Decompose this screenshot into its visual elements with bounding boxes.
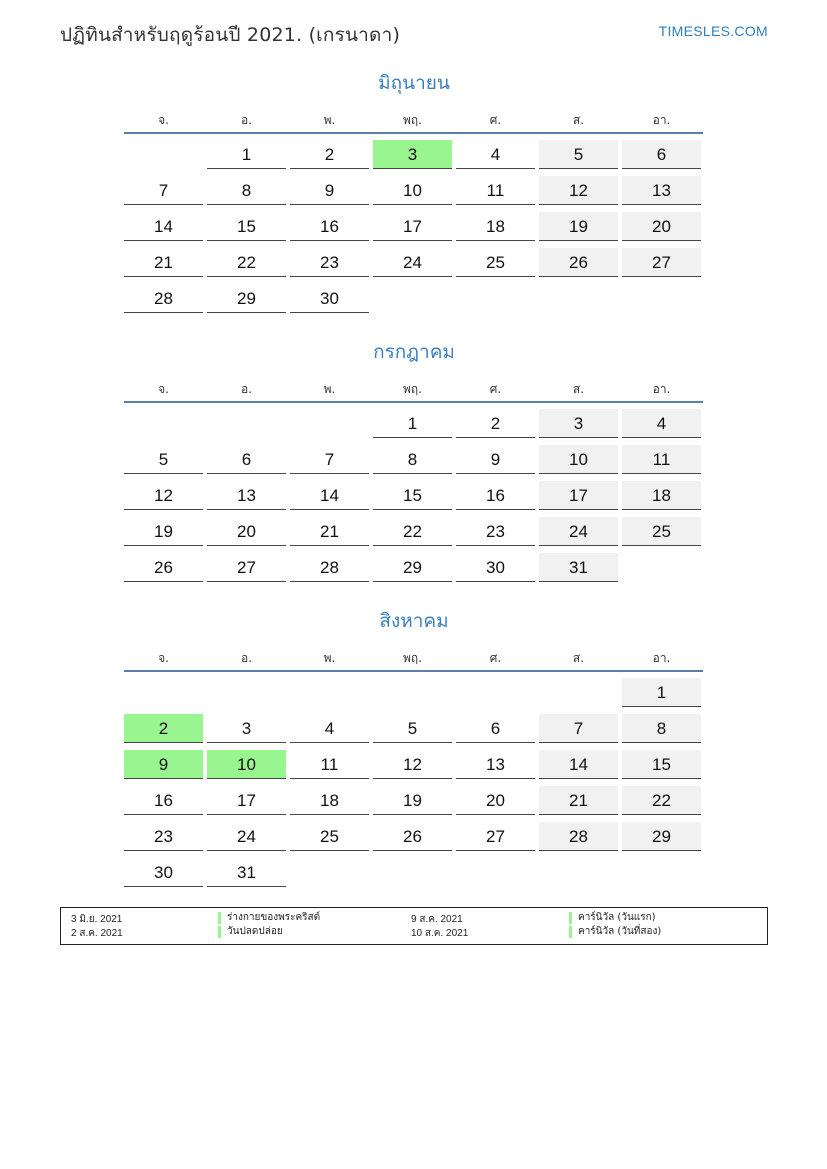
day-cell: 19 [124, 517, 203, 546]
week-row [124, 553, 704, 583]
empty-cell [456, 284, 535, 313]
day-cell: 12 [373, 750, 452, 779]
day-cell: 10 [373, 176, 452, 205]
empty-cell [124, 140, 203, 169]
brand-logo[interactable]: TIMESLES.COM [658, 23, 768, 39]
week-row [124, 409, 704, 439]
day-cell: 16 [124, 786, 203, 815]
day-cell: 4 [456, 140, 535, 169]
day-cell: 8 [622, 714, 701, 743]
day-cell: 9 [290, 176, 369, 205]
page-title: ปฏิทินสำหรับฤดูร้อนปี 2021. (เกรนาดา) [60, 24, 401, 46]
weekday-label: อา. [652, 650, 671, 665]
day-cell: 17 [207, 786, 286, 815]
empty-cell [622, 553, 701, 582]
weekday-label: ศ. [489, 381, 502, 396]
empty-cell [207, 678, 286, 707]
empty-cell [290, 858, 369, 887]
week-row [124, 750, 704, 780]
day-cell: 10 [539, 445, 618, 474]
day-cell: 6 [456, 714, 535, 743]
day-cell: 31 [207, 858, 286, 887]
week-row [124, 248, 704, 278]
day-cell: 1 [207, 140, 286, 169]
day-cell: 21 [539, 786, 618, 815]
day-cell: 22 [207, 248, 286, 277]
legend-row [61, 926, 767, 940]
day-cell: 1 [373, 409, 452, 438]
day-cell: 23 [290, 248, 369, 277]
day-cell: 8 [207, 176, 286, 205]
empty-cell [456, 858, 535, 887]
empty-cell [622, 858, 701, 887]
day-cell: 6 [622, 140, 701, 169]
month-title: มิถุนายน [378, 72, 450, 94]
day-cell: 18 [456, 212, 535, 241]
day-cell: 30 [290, 284, 369, 313]
empty-cell [124, 678, 203, 707]
weekday-label: พฤ. [403, 112, 422, 127]
week-row [124, 786, 704, 816]
day-cell: 23 [124, 822, 203, 851]
header-rule [124, 401, 703, 403]
legend-date: 10 ส.ค. 2021 [411, 928, 469, 939]
weekday-label: พฤ. [403, 381, 422, 396]
weekday-header [124, 644, 704, 672]
day-cell: 16 [456, 481, 535, 510]
day-cell: 28 [124, 284, 203, 313]
legend-date: 2 ส.ค. 2021 [71, 928, 123, 939]
day-cell: 25 [290, 822, 369, 851]
week-row [124, 858, 704, 888]
empty-cell [373, 284, 452, 313]
day-cell: 19 [373, 786, 452, 815]
day-cell: 26 [124, 553, 203, 582]
weekday-header [124, 375, 704, 403]
weekday-header [124, 106, 704, 134]
legend-holiday-name: คาร์นิวัล (วันที่สอง) [569, 926, 661, 938]
day-cell: 26 [539, 248, 618, 277]
legend-date: 9 ส.ค. 2021 [411, 914, 463, 925]
day-cell: 21 [290, 517, 369, 546]
weekday-label: อ. [240, 381, 253, 396]
weekday-label: จ. [158, 650, 169, 665]
week-row [124, 140, 704, 170]
holiday-legend [60, 907, 768, 945]
day-cell: 18 [622, 481, 701, 510]
day-cell: 3 [539, 409, 618, 438]
day-cell: 21 [124, 248, 203, 277]
day-cell: 27 [622, 248, 701, 277]
day-cell: 4 [622, 409, 701, 438]
weekday-label: อา. [652, 112, 671, 127]
day-cell: 11 [622, 445, 701, 474]
day-cell: 3 [207, 714, 286, 743]
day-cell: 12 [539, 176, 618, 205]
day-cell: 5 [539, 140, 618, 169]
month-calendar [124, 68, 704, 314]
empty-cell [622, 284, 701, 313]
legend-date: 3 มิ.ย. 2021 [71, 914, 123, 925]
day-cell: 24 [373, 248, 452, 277]
day-cell: 27 [456, 822, 535, 851]
day-cell: 28 [539, 822, 618, 851]
day-cell: 13 [456, 750, 535, 779]
day-cell: 7 [539, 714, 618, 743]
legend-holiday-name: ร่างกายของพระคริสต์ [218, 912, 320, 924]
weekday-label: อา. [652, 381, 671, 396]
week-row [124, 284, 704, 314]
day-cell: 9 [456, 445, 535, 474]
day-cell: 24 [539, 517, 618, 546]
weekday-label: ส. [572, 381, 585, 396]
day-cell: 7 [124, 176, 203, 205]
day-cell: 13 [622, 176, 701, 205]
day-cell: 27 [207, 553, 286, 582]
weekday-label: ส. [572, 650, 585, 665]
day-cell: 26 [373, 822, 452, 851]
day-cell: 30 [456, 553, 535, 582]
empty-cell [373, 858, 452, 887]
week-row [124, 212, 704, 242]
day-cell: 23 [456, 517, 535, 546]
day-cell: 25 [622, 517, 701, 546]
day-cell: 6 [207, 445, 286, 474]
day-cell: 25 [456, 248, 535, 277]
day-cell: 16 [290, 212, 369, 241]
day-cell: 15 [373, 481, 452, 510]
day-cell: 14 [539, 750, 618, 779]
day-cell: 2 [290, 140, 369, 169]
week-row [124, 517, 704, 547]
day-cell: 24 [207, 822, 286, 851]
day-cell: 1 [622, 678, 701, 707]
empty-cell [539, 678, 618, 707]
empty-cell [290, 678, 369, 707]
week-row [124, 445, 704, 475]
empty-cell [539, 858, 618, 887]
day-cell: 30 [124, 858, 203, 887]
day-cell: 22 [622, 786, 701, 815]
day-cell: 17 [373, 212, 452, 241]
day-cell: 4 [290, 714, 369, 743]
day-cell: 2 [124, 714, 203, 743]
day-cell: 13 [207, 481, 286, 510]
day-cell: 20 [207, 517, 286, 546]
empty-cell [290, 409, 369, 438]
day-cell: 8 [373, 445, 452, 474]
weekday-label: พ. [323, 112, 336, 127]
day-cell: 11 [456, 176, 535, 205]
day-cell: 9 [124, 750, 203, 779]
day-cell: 20 [456, 786, 535, 815]
weekday-label: ศ. [489, 112, 502, 127]
weekday-label: ศ. [489, 650, 502, 665]
empty-cell [124, 409, 203, 438]
week-row [124, 714, 704, 744]
header-rule [124, 132, 703, 134]
day-cell: 5 [124, 445, 203, 474]
weekday-label: จ. [158, 112, 169, 127]
day-cell: 18 [290, 786, 369, 815]
week-row [124, 481, 704, 511]
day-cell: 3 [373, 140, 452, 169]
day-cell: 2 [456, 409, 535, 438]
empty-cell [207, 409, 286, 438]
day-cell: 11 [290, 750, 369, 779]
day-cell: 20 [622, 212, 701, 241]
empty-cell [456, 678, 535, 707]
day-cell: 15 [207, 212, 286, 241]
empty-cell [373, 678, 452, 707]
legend-holiday-name: วันปลดปล่อย [218, 926, 283, 938]
month-title: กรกฎาคม [373, 341, 455, 363]
legend-row [61, 912, 767, 926]
day-cell: 14 [290, 481, 369, 510]
day-cell: 31 [539, 553, 618, 582]
week-row [124, 822, 704, 852]
day-cell: 14 [124, 212, 203, 241]
day-cell: 10 [207, 750, 286, 779]
day-cell: 17 [539, 481, 618, 510]
weekday-label: พฤ. [403, 650, 422, 665]
weekday-label: อ. [240, 112, 253, 127]
day-cell: 19 [539, 212, 618, 241]
day-cell: 29 [622, 822, 701, 851]
month-calendar [124, 606, 704, 888]
day-cell: 22 [373, 517, 452, 546]
day-cell: 29 [373, 553, 452, 582]
weekday-label: พ. [323, 650, 336, 665]
header-rule [124, 670, 703, 672]
day-cell: 12 [124, 481, 203, 510]
weekday-label: พ. [323, 381, 336, 396]
weekday-label: จ. [158, 381, 169, 396]
legend-holiday-name: คาร์นิวัล (วันแรก) [569, 912, 656, 924]
day-cell: 7 [290, 445, 369, 474]
week-row [124, 176, 704, 206]
month-title: สิงหาคม [379, 610, 449, 632]
empty-cell [539, 284, 618, 313]
day-cell: 28 [290, 553, 369, 582]
day-cell: 29 [207, 284, 286, 313]
day-cell: 15 [622, 750, 701, 779]
weekday-label: ส. [572, 112, 585, 127]
month-calendar [124, 337, 704, 583]
weekday-label: อ. [240, 650, 253, 665]
day-cell: 5 [373, 714, 452, 743]
week-row [124, 678, 704, 708]
